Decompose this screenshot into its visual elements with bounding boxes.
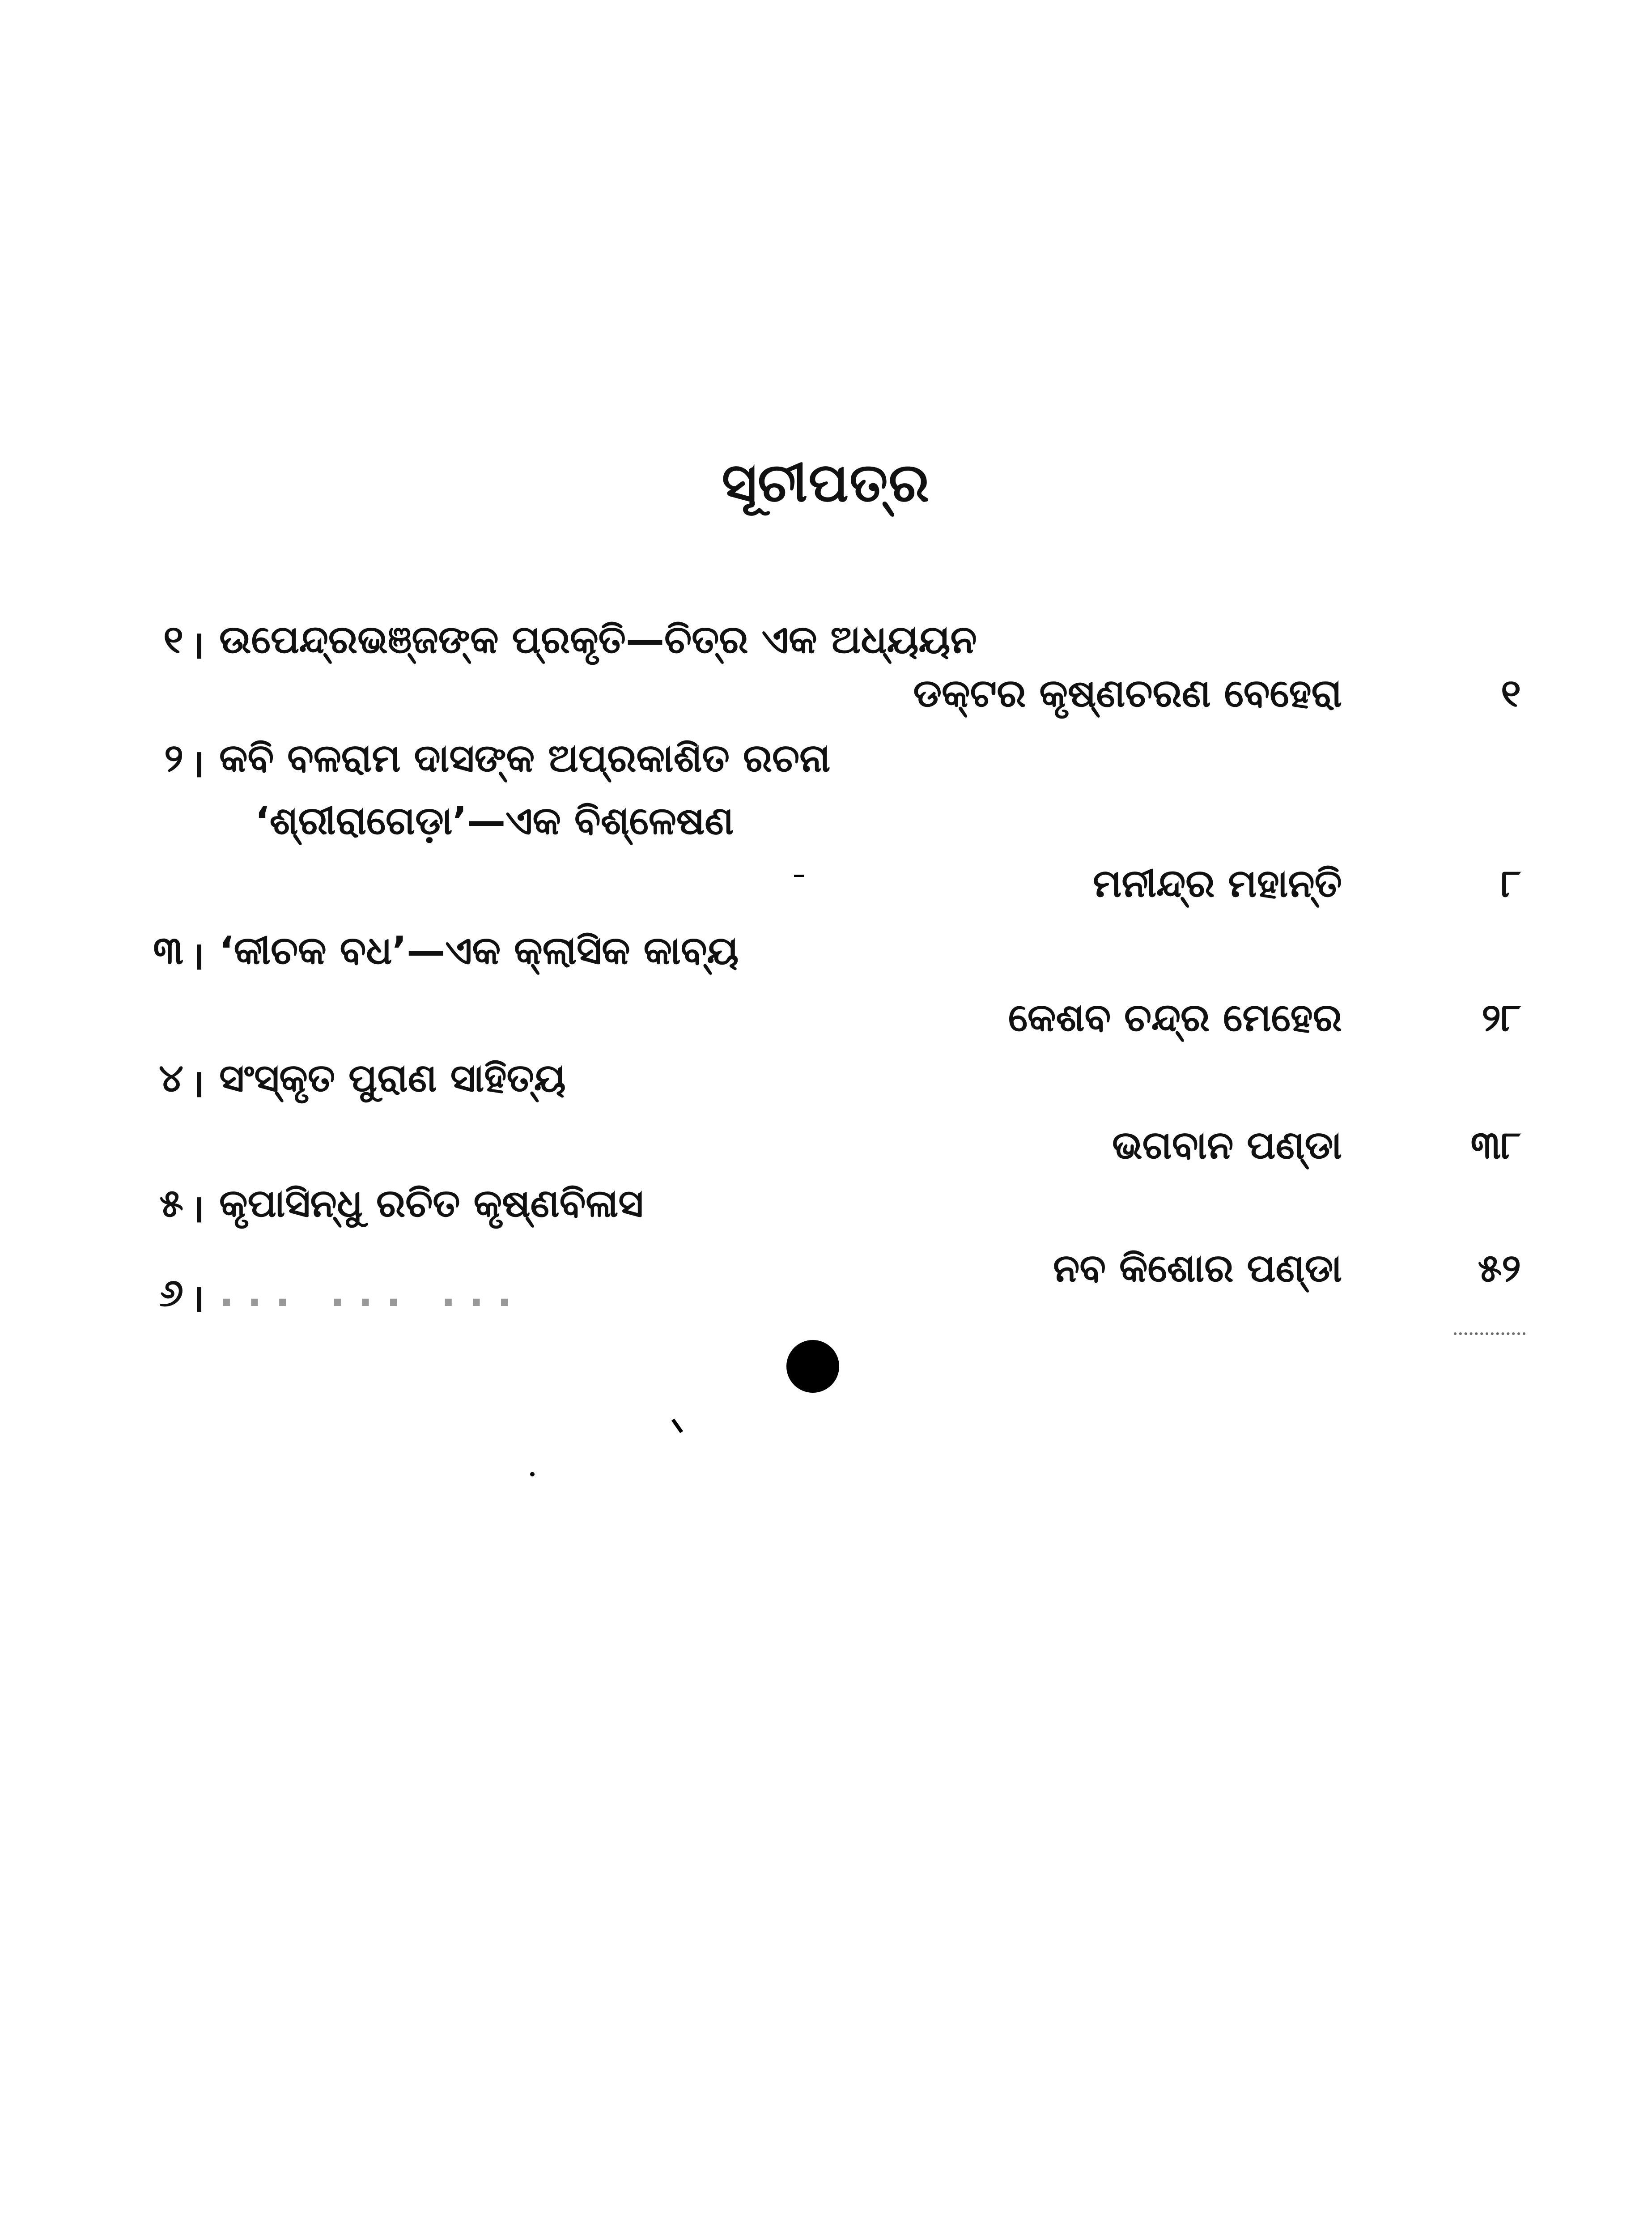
entry-separator: । xyxy=(190,1187,205,1231)
entry-title: ସଂସ୍କୃତ ପୁରାଣ ସାହିତ୍ୟ xyxy=(219,1056,566,1101)
entry-title: ଉପେନ୍ଦ୍ରଭଞ୍ଜଙ୍କ ପ୍ରକୃତି—ଚିତ୍ର ଏକ ଅଧ୍ୟୟନ xyxy=(219,617,977,662)
toc-entry xyxy=(134,617,1521,752)
page-title: ସୂଚୀପତ୍ର xyxy=(722,452,930,514)
toc-entry xyxy=(134,928,1521,1063)
entry-separator: । xyxy=(190,1276,205,1321)
entry-page-number: ୧ xyxy=(1501,671,1521,716)
ink-blot xyxy=(786,1340,839,1393)
entry-author: ଭଗବାନ ପଣ୍ଡା xyxy=(1112,1123,1342,1168)
entry-separator: । xyxy=(190,934,205,978)
entry-number: ୧ xyxy=(163,617,183,662)
ink-speck xyxy=(671,1419,683,1433)
entry-page-number: ୨୮ xyxy=(1482,995,1521,1040)
entry-separator: । xyxy=(190,623,205,668)
entry-separator: । xyxy=(190,1061,205,1106)
entry-author: କେଶବ ଚନ୍ଦ୍ର ମେହେର xyxy=(1008,995,1342,1040)
entry-number: ୪ xyxy=(158,1056,183,1101)
entry-title-illegible: ... ... ... xyxy=(219,1271,525,1315)
toc-entry xyxy=(134,1056,1521,1190)
entry-title: ‘କୀଚକ ବଧ’—ଏକ କ୍ଲାସିକ କାବ୍ୟ xyxy=(219,928,739,973)
entry-number: ୩ xyxy=(153,928,183,973)
entry-number: ୫ xyxy=(159,1181,183,1226)
faded-dotted-mark xyxy=(1454,1332,1525,1335)
entry-page-number: ୮ xyxy=(1501,861,1521,906)
ink-speck xyxy=(530,1472,535,1476)
ink-speck xyxy=(794,875,804,877)
entry-page-number: ୩୮ xyxy=(1470,1123,1521,1168)
entry-number: ୬ xyxy=(159,1271,183,1315)
entry-number: ୨ xyxy=(164,736,183,781)
entry-title-continued: ‘ଶ୍ରୀରାଗେଡ଼ା’—ଏକ ବିଶ୍ଳେଷଣ xyxy=(255,799,734,843)
entry-title: କବି ବଳରାମ ଦାସଙ୍କ ଅପ୍ରକାଶିତ ରଚନା xyxy=(219,736,831,781)
entry-page-number: ୫୨ xyxy=(1478,1246,1521,1291)
entry-author: ଡକ୍ଟର କୃଷ୍ଣଚରଣ ବେହେରା xyxy=(913,671,1342,716)
entry-title: କୃପାସିନ୍ଧୁ ରଚିତ କୃଷ୍ଣବିଳାସ xyxy=(219,1181,644,1226)
toc-entry xyxy=(134,736,1521,924)
entry-author: ନବ କିଶୋର ପଣ୍ଡା xyxy=(1053,1246,1342,1291)
entry-separator: । xyxy=(190,741,205,786)
toc-entry xyxy=(134,1181,1521,1291)
entry-author: ମନୀନ୍ଦ୍ର ମହାନ୍ତି xyxy=(1093,861,1342,906)
toc-entry xyxy=(134,1271,1521,1342)
